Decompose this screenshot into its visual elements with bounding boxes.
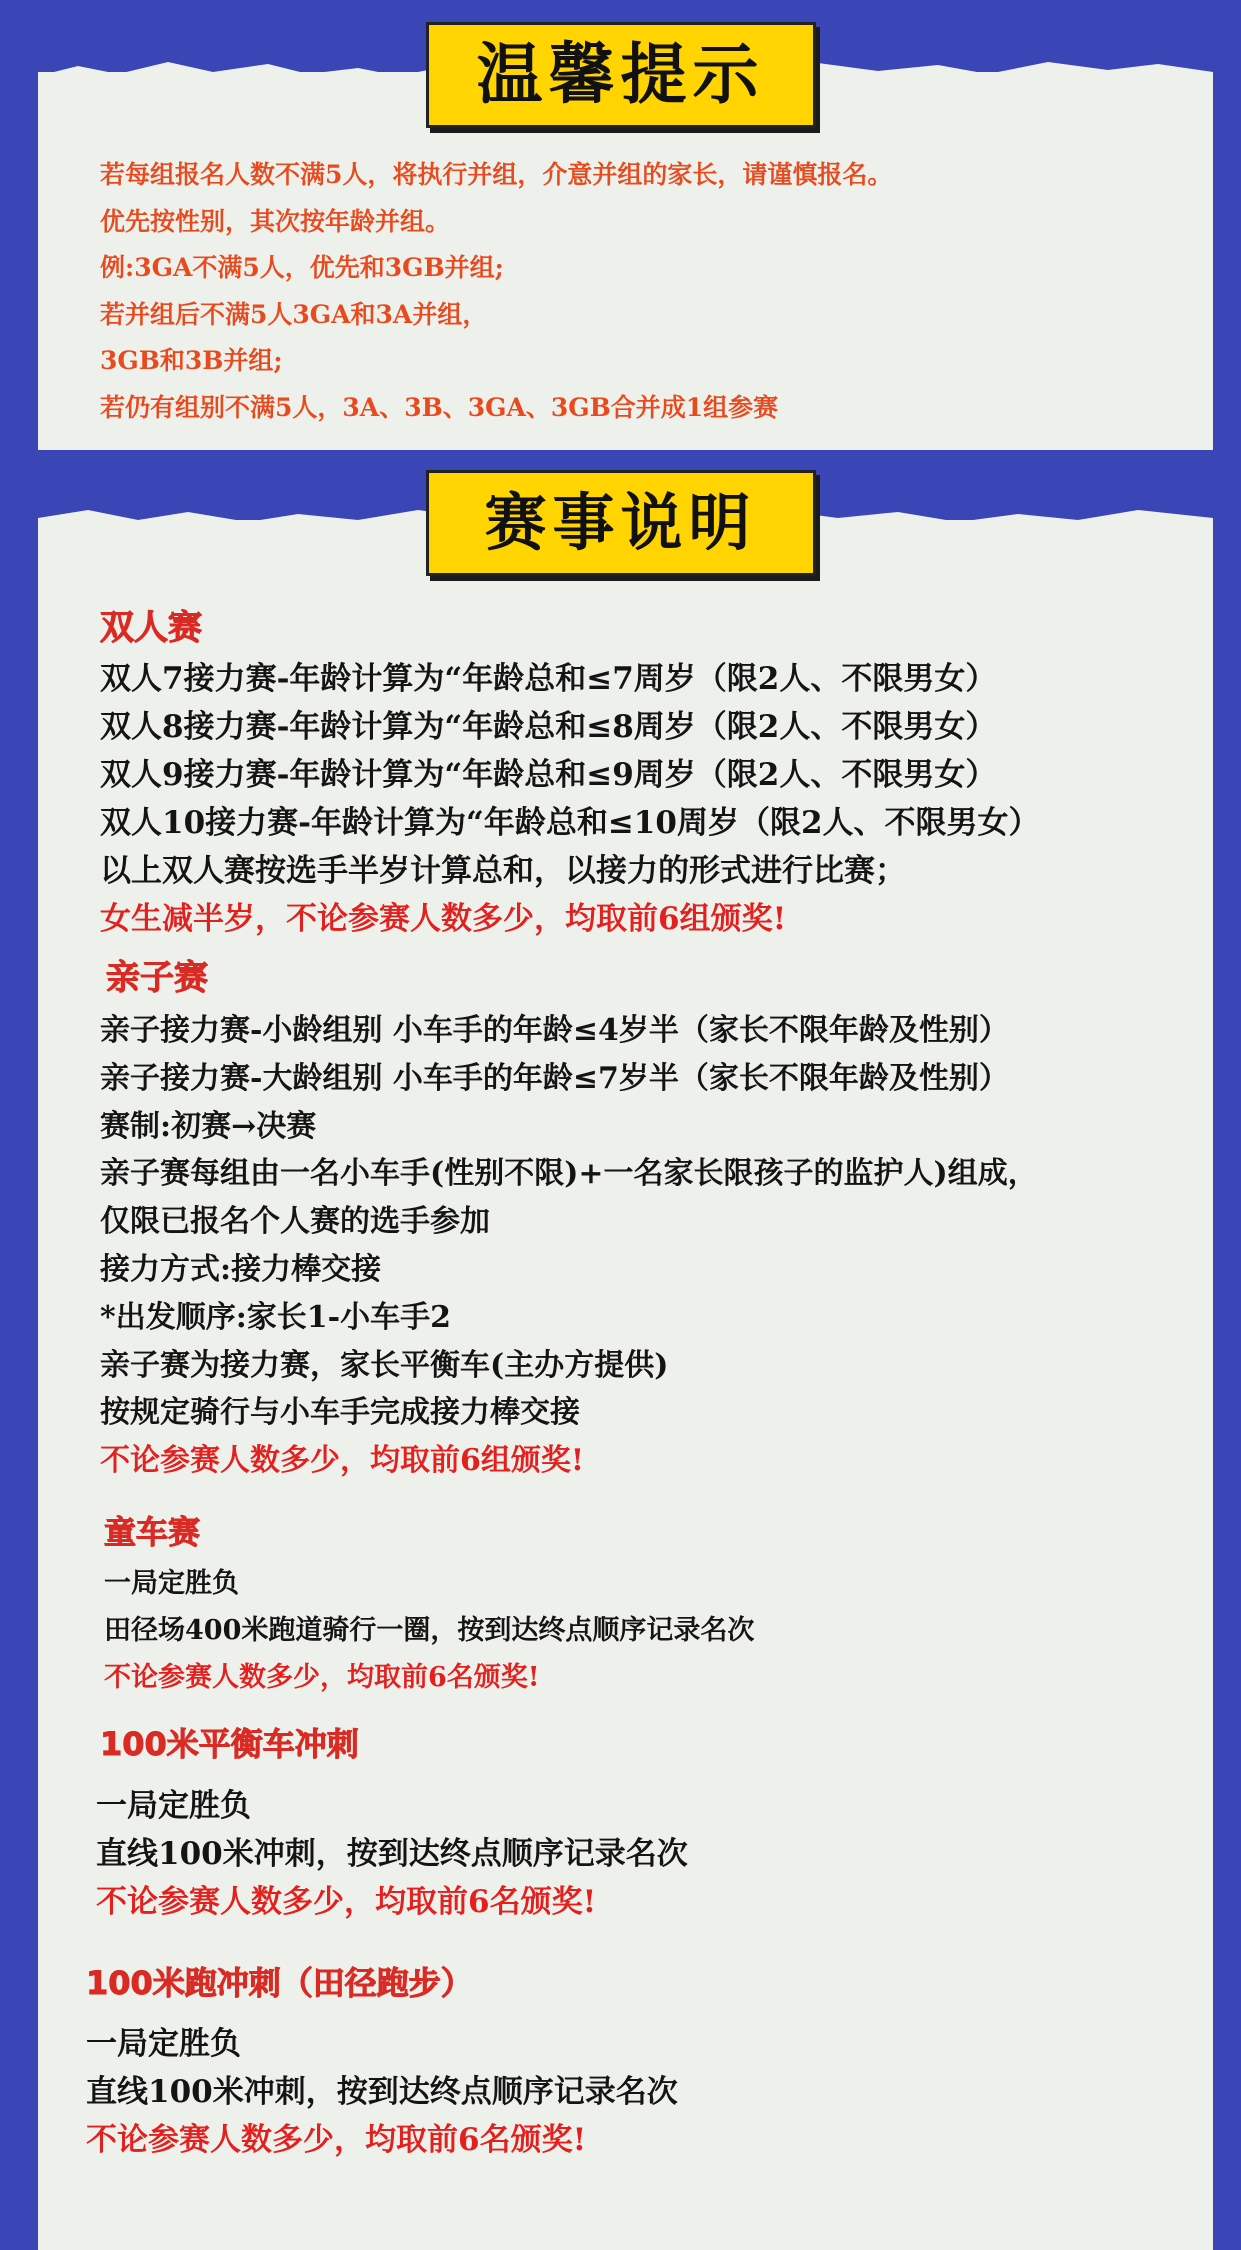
rule-line: 以上双人赛按选手半岁计算总和，以接力的形式进行比赛； (100, 853, 906, 889)
section-title: 100米平衡车冲刺 (100, 1725, 359, 1763)
section-running-sprint (86, 1960, 678, 2164)
notice-line: 例:3GA不满5人，优先和3GB并组; (100, 253, 504, 282)
section-kid-bike-race (104, 1510, 754, 1701)
rule-line: 按规定骑行与小车手完成接力棒交接 (100, 1395, 580, 1431)
rule-line: 亲子接力赛-小龄组别 小车手的年龄≤4岁半（家长不限年龄及性别） (100, 1013, 1009, 1048)
rule-line: 亲子赛为接力赛，家长平衡车(主办方提供) (100, 1347, 669, 1383)
notice-text (100, 152, 892, 431)
section-balance-bike-sprint (96, 1722, 688, 1926)
events-title: 赛事说明 (426, 470, 816, 576)
rule-line: 一局定胜负 (86, 2026, 241, 2062)
rule-line: 一局定胜负 (104, 1568, 239, 1599)
rule-line: 接力方式:接力棒交接 (100, 1251, 382, 1287)
rule-line: 田径场400米跑道骑行一圈，按到达终点顺序记录名次 (104, 1615, 755, 1646)
rule-line: 双人9接力赛-年龄计算为“年龄总和≤9周岁（限2人、不限男女） (100, 757, 997, 793)
rule-line: 亲子接力赛-大龄组别 小车手的年龄≤7岁半（家长不限年龄及性别） (100, 1060, 1009, 1096)
rule-line: 仅限已报名个人赛的选手参加 (100, 1204, 490, 1240)
section-double-race (100, 605, 1040, 943)
section-parent-child-race (100, 955, 1038, 1485)
award-note: 不论参赛人数多少，均取前6名颁奖! (96, 1884, 597, 1920)
award-note: 不论参赛人数多少，均取前6名颁奖! (86, 2122, 587, 2158)
award-note: 不论参赛人数多少，均取前6名颁奖! (104, 1662, 540, 1693)
rule-line: 双人10接力赛-年龄计算为“年龄总和≤10周岁（限2人、不限男女） (100, 805, 1040, 841)
notice-line: 若每组报名人数不满5人，将执行并组，介意并组的家长，请谨慎报名。 (100, 160, 893, 189)
notice-line: 优先按性别，其次按年龄并组。 (100, 206, 451, 236)
rule-line: 赛制:初赛→决赛 (100, 1108, 317, 1144)
rule-line: 直线100米冲刺，按到达终点顺序记录名次 (86, 2074, 678, 2110)
rule-line: 双人7接力赛-年龄计算为“年龄总和≤7周岁（限2人、不限男女） (100, 661, 997, 697)
rule-line: 亲子赛每组由一名小车手(性别不限)+一名家长限孩子的监护人)组成， (100, 1156, 1038, 1192)
rule-line: 一局定胜负 (96, 1788, 251, 1824)
section-title: 双人赛 (100, 608, 202, 648)
section-title: 100米跑冲刺（田径跑步） (86, 1964, 473, 2002)
notice-line: 3GB和3B并组; (100, 346, 283, 375)
section-title: 亲子赛 (106, 958, 208, 998)
notice-title: 温馨提示 (426, 22, 816, 128)
rule-line: 双人8接力赛-年龄计算为“年龄总和≤8周岁（限2人、不限男女） (100, 709, 997, 745)
award-note: 不论参赛人数多少，均取前6组颁奖! (100, 1443, 585, 1479)
notice-line: 若仍有组别不满5人，3A、3B、3GA、3GB合并成1组参赛 (100, 392, 779, 422)
rule-line: *出发顺序:家长1-小车手2 (100, 1299, 451, 1335)
notice-line: 若并组后不满5人3GA和3A并组， (100, 299, 488, 329)
section-title: 童车赛 (104, 1513, 201, 1551)
rule-line: 直线100米冲刺，按到达终点顺序记录名次 (96, 1836, 688, 1872)
award-note: 女生减半岁，不论参赛人数多少，均取前6组颁奖! (100, 901, 787, 937)
